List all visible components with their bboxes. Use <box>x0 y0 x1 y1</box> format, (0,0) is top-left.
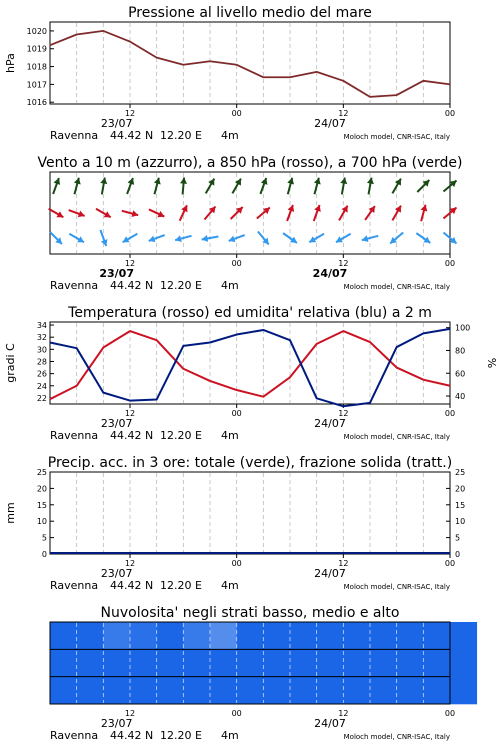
wind-10m-arrow <box>69 234 84 243</box>
location-elevation: 4m <box>221 579 239 592</box>
cloud-cell <box>263 677 290 705</box>
y-tick-label: 100 <box>455 323 471 333</box>
location-lat: 44.42 N <box>110 279 154 292</box>
wind-10m-arrow <box>336 234 351 243</box>
y-tick-label: 5 <box>455 533 461 543</box>
wind-10m-arrow <box>390 233 403 244</box>
y-tick-label: 5 <box>41 533 47 543</box>
y-tick-label: 24 <box>36 381 47 391</box>
cloud-cell <box>130 677 157 705</box>
wind-850-arrow <box>287 205 294 221</box>
model-credit: Moloch model, CNR-ISAC, Italy <box>343 133 450 141</box>
cloud-cell <box>450 622 477 650</box>
date-label: 24/07 <box>314 567 346 580</box>
wind-700-arrow <box>53 178 60 194</box>
date-label: 24/07 <box>314 717 346 730</box>
wind-head <box>287 178 294 185</box>
date-label: 24/07 <box>312 267 348 280</box>
y-tick-label: 34 <box>36 321 47 331</box>
panel-title: Temperatura (rosso) ed umidita' relativa (blu) a 2 m <box>68 305 432 321</box>
cloud-cell <box>210 677 237 705</box>
wind-10m-arrow <box>100 230 107 246</box>
cloud-cell <box>103 622 130 650</box>
x-tick-label: 12 <box>338 409 349 418</box>
cloud-cell <box>450 677 477 705</box>
y-axis-label-right: % <box>485 357 498 369</box>
cloud-cell <box>317 622 344 650</box>
location-lon: 12.20 E <box>160 429 202 442</box>
y-tick-label: 26 <box>36 369 47 379</box>
y-tick-label: 25 <box>455 468 466 477</box>
temperature-line <box>50 331 450 399</box>
wind-700-arrow <box>154 178 161 194</box>
plot-frame <box>50 472 450 554</box>
wind-850-arrow <box>421 205 428 221</box>
location-lat: 44.42 N <box>110 579 154 592</box>
y-tick-label: 80 <box>455 346 466 356</box>
x-tick-label: 00 <box>444 109 456 118</box>
x-tick-label: 12 <box>338 709 349 718</box>
y-tick-label: 28 <box>36 357 47 367</box>
y-tick-label: 22 <box>36 393 47 403</box>
model-credit: Moloch model, CNR-ISAC, Italy <box>343 283 450 291</box>
wind-700-arrow <box>74 178 81 194</box>
date-label: 23/07 <box>100 717 133 730</box>
cloud-cell <box>290 649 317 677</box>
cloud-cell <box>183 649 210 677</box>
x-tick-label: 00 <box>444 409 456 418</box>
cloud-cell <box>370 649 397 677</box>
date-label: 23/07 <box>99 267 134 280</box>
x-tick-label: 12 <box>338 259 349 268</box>
date-label: 23/07 <box>100 567 133 580</box>
wind-700-arrow <box>367 178 374 195</box>
wind-700-arrow <box>340 178 347 195</box>
x-tick-label: 00 <box>444 559 456 568</box>
humidity-line <box>50 329 450 406</box>
date-label: 24/07 <box>314 417 346 430</box>
cloud-cell <box>343 622 370 650</box>
y-tick-label: 20 <box>455 484 466 494</box>
y-tick-label: 20 <box>36 484 47 494</box>
wind-700-arrow <box>100 178 107 195</box>
cloud-cell <box>237 649 264 677</box>
y-tick-label: 40 <box>455 392 466 402</box>
y-tick-label: 10 <box>36 517 47 527</box>
location-lon: 12.20 E <box>160 129 202 142</box>
y-tick-label: 1017 <box>26 80 47 90</box>
cloud-cell <box>397 649 424 677</box>
cloud-cell <box>130 622 157 650</box>
location-name: Ravenna <box>50 579 99 592</box>
cloud-cell <box>77 649 104 677</box>
location-lat: 44.42 N <box>110 729 154 742</box>
x-tick-label: 00 <box>231 109 242 118</box>
cloud-cell <box>210 622 237 650</box>
wind-head <box>132 210 139 217</box>
cloud-cell <box>77 677 104 705</box>
location-name: Ravenna <box>50 129 99 142</box>
wind-850-arrow <box>49 209 64 218</box>
location-elevation: 4m <box>221 279 239 292</box>
cloud-cell <box>370 622 397 650</box>
panel-title: Nuvolosita' negli strati basso, medio e alto <box>100 605 400 621</box>
x-tick-label: 00 <box>231 259 242 268</box>
cloud-cell <box>183 677 210 705</box>
location-name: Ravenna <box>50 729 99 742</box>
y-tick-label: 32 <box>36 333 47 343</box>
wind-10m-arrow <box>258 231 269 244</box>
cloud-cell <box>157 677 184 705</box>
y-axis-label: gradi C <box>4 343 17 383</box>
y-tick-label: 0 <box>41 550 47 559</box>
cloud-cell <box>317 677 344 705</box>
cloud-cell <box>103 649 130 677</box>
cloud-cell <box>183 622 210 650</box>
cloud-cell <box>317 649 344 677</box>
x-tick-label: 12 <box>338 559 349 568</box>
model-credit: Moloch model, CNR-ISAC, Italy <box>343 433 450 441</box>
cloud-cell <box>290 622 317 650</box>
x-tick-label: 12 <box>124 709 136 718</box>
x-tick-label: 12 <box>124 259 136 268</box>
y-tick-label: 25 <box>36 468 47 477</box>
date-label: 23/07 <box>100 117 133 130</box>
wind-700-arrow <box>127 178 134 194</box>
location-elevation: 4m <box>221 129 239 142</box>
cloud-cell <box>343 649 370 677</box>
cloud-cell <box>423 622 450 650</box>
location-elevation: 4m <box>221 429 239 442</box>
cloud-cell <box>423 649 450 677</box>
y-tick-label: 1016 <box>26 98 47 108</box>
cloud-cell <box>290 677 317 705</box>
x-tick-label: 12 <box>124 109 136 118</box>
location-name: Ravenna <box>50 279 99 292</box>
cloud-cell <box>263 622 290 650</box>
cloud-cell <box>370 677 397 705</box>
location-name: Ravenna <box>50 429 99 442</box>
x-tick-label: 00 <box>231 709 242 718</box>
location-lat: 44.42 N <box>110 129 154 142</box>
y-tick-label: 15 <box>36 500 47 510</box>
location-lon: 12.20 E <box>160 729 202 742</box>
x-tick-label: 12 <box>124 559 136 568</box>
model-credit: Moloch model, CNR-ISAC, Italy <box>343 583 450 591</box>
cloud-cell <box>50 649 77 677</box>
wind-10m-arrow <box>283 233 297 243</box>
cloud-cell <box>263 649 290 677</box>
wind-10m-arrow <box>416 233 430 243</box>
cloud-cell <box>210 649 237 677</box>
date-label: 24/07 <box>314 117 346 130</box>
wind-head <box>362 235 369 242</box>
cloud-cell <box>103 677 130 705</box>
y-tick-label: 1019 <box>26 44 47 54</box>
wind-700-arrow <box>287 178 294 194</box>
location-elevation: 4m <box>221 729 239 742</box>
y-tick-label: 1018 <box>26 62 47 72</box>
cloud-cell <box>50 677 77 705</box>
y-tick-label: 0 <box>455 550 461 559</box>
x-tick-label: 12 <box>338 109 349 118</box>
wind-10m-arrow <box>309 234 324 243</box>
wind-head <box>154 178 161 185</box>
panel-title: Pressione al livello medio del mare <box>128 5 372 21</box>
plot-frame <box>50 172 450 254</box>
cloud-cell <box>157 649 184 677</box>
x-tick-label: 00 <box>231 559 242 568</box>
cloud-cell <box>423 677 450 705</box>
wind-700-arrow <box>260 178 267 194</box>
cloud-cell <box>50 622 77 650</box>
y-tick-label: 15 <box>455 500 466 510</box>
cloud-cell <box>130 649 157 677</box>
wind-850-arrow <box>314 205 321 221</box>
wind-10m-arrow <box>50 232 62 244</box>
pressure-line <box>50 31 450 97</box>
y-axis-label: mm <box>4 502 17 524</box>
wind-head <box>421 205 428 212</box>
cloud-cell <box>237 622 264 650</box>
cloud-cell <box>450 649 477 677</box>
cloud-cell <box>397 677 424 705</box>
wind-head <box>175 235 182 242</box>
x-tick-label: 00 <box>444 259 456 268</box>
y-tick-label: 1020 <box>26 26 47 36</box>
y-tick-label: 10 <box>455 517 466 527</box>
cloud-cell <box>343 677 370 705</box>
wind-head <box>74 178 81 185</box>
panel-title: Vento a 10 m (azzurro), a 850 hPa (rosso), a 700 hPa (verde) <box>37 155 463 171</box>
wind-700-arrow <box>180 178 187 195</box>
date-label: 23/07 <box>100 417 133 430</box>
y-tick-label: 60 <box>455 369 466 379</box>
cloud-cell <box>77 622 104 650</box>
location-lat: 44.42 N <box>110 429 154 442</box>
x-tick-label: 00 <box>444 709 456 718</box>
cloud-cell <box>237 677 264 705</box>
location-lon: 12.20 E <box>160 279 202 292</box>
location-lon: 12.20 E <box>160 579 202 592</box>
cloud-cell <box>397 622 424 650</box>
panel-title: Precip. acc. in 3 ore: totale (verde), frazione solida (tratt.) <box>47 455 453 471</box>
wind-head <box>180 178 187 184</box>
x-tick-label: 12 <box>124 409 136 418</box>
wind-10m-arrow <box>123 234 138 243</box>
y-axis-label: hPa <box>4 53 17 73</box>
wind-700-arrow <box>314 178 321 194</box>
cloud-cell <box>157 622 184 650</box>
y-tick-label: 30 <box>36 345 47 355</box>
model-credit: Moloch model, CNR-ISAC, Italy <box>343 733 450 741</box>
wind-head <box>314 178 321 185</box>
x-tick-label: 00 <box>231 409 242 418</box>
